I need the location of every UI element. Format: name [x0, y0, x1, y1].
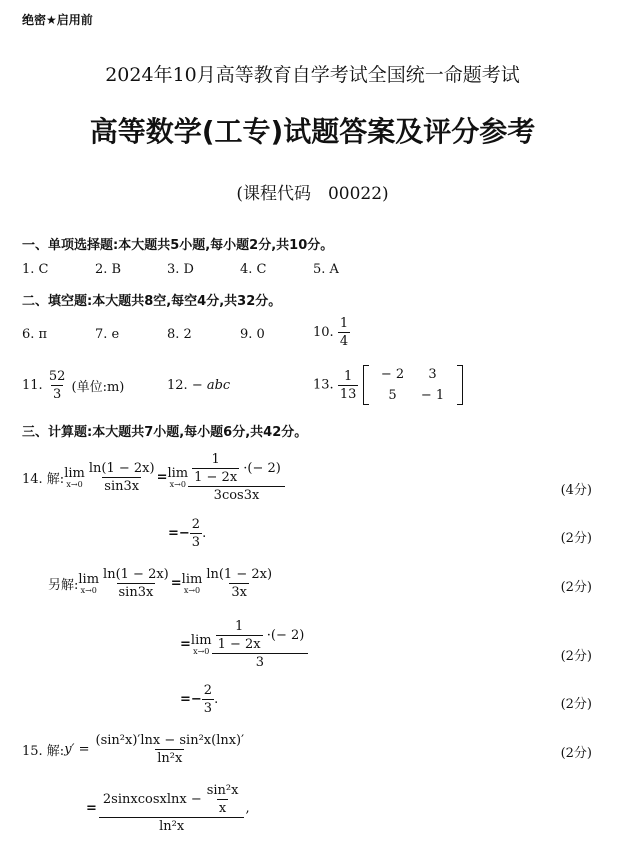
q14-alt-line1 — [48, 567, 274, 600]
q14-alt-line3 — [180, 683, 218, 716]
section1-heading: 一、单项选择题:本大题共5小题,每小题2分,共10分。 — [22, 238, 334, 253]
q14-l1-num: ln(1 − 2x) — [88, 461, 155, 476]
matrix-cell: 3 — [428, 367, 437, 382]
q15-den1: ln²x — [157, 751, 183, 766]
equals: = — [86, 801, 97, 816]
section3-heading: 三、计算题:本大题共7小题,每小题6分,共42分。 — [22, 425, 308, 440]
q14-l2-num: 2 — [191, 517, 201, 532]
lim-sub: x→0 — [80, 586, 97, 595]
lim-text: lim — [181, 572, 203, 587]
lim-text: lim — [190, 633, 212, 648]
alt2-times: ·(− 2) — [266, 628, 305, 643]
answer-11-num: 52 — [48, 369, 66, 384]
q15-num1: (sin²x)′lnx − sin²x(lnx)′ — [95, 733, 245, 748]
answer-5: 5. A — [313, 262, 339, 277]
alt-label: 另解: — [48, 578, 79, 593]
answer-1: 1. C — [22, 262, 49, 277]
page-title: 高等数学(工专)试题答案及评分参考 — [89, 115, 536, 148]
answer-13 — [313, 365, 463, 405]
answer-13-num: 1 — [343, 368, 353, 384]
lim-sub: x→0 — [169, 480, 186, 489]
equals-minus: =− — [180, 692, 202, 707]
answer-11-den: 3 — [52, 387, 62, 402]
period: . — [202, 526, 207, 541]
answer-10-den: 4 — [339, 334, 349, 349]
answer-6: 6. π — [22, 327, 48, 342]
score-3: (2分) — [560, 580, 592, 595]
matrix-cell: 5 — [388, 388, 397, 403]
alt-den2: 3x — [231, 585, 247, 600]
alt2-inner-num: 1 — [234, 619, 244, 634]
equals: = — [156, 470, 168, 485]
y-prime: y′ = — [64, 742, 90, 757]
lim-sub: x→0 — [193, 647, 210, 656]
lim-sub: x→0 — [66, 480, 83, 489]
lim-sub: x→0 — [183, 586, 201, 595]
score-1: (4分) — [560, 483, 592, 498]
answer-13-den: 13 — [339, 386, 357, 402]
q14-l1-den: sin3x — [104, 479, 140, 494]
q14-alt-line2 — [180, 619, 306, 670]
answer-10-num: 1 — [339, 316, 349, 331]
alt-den: sin3x — [118, 585, 154, 600]
answer-11-unit: (单位:m) — [71, 380, 125, 395]
q15-num2a: 2sinxcosxlnx − — [102, 792, 202, 807]
q14-inner-num: 1 — [211, 452, 220, 467]
equals: = — [170, 576, 182, 591]
q14-l1-den2: 3cos3x — [188, 486, 285, 503]
alt-num: ln(1 − 2x) — [103, 567, 169, 582]
answer-11-label: 11. — [22, 378, 43, 393]
alt3-den: 3 — [203, 701, 213, 716]
alt2-inner-den: 1 − 2x — [217, 637, 261, 652]
q15-den2: ln²x — [99, 817, 245, 834]
answer-3: 3. D — [167, 262, 194, 277]
answer-12-label: 12. — [167, 378, 188, 393]
answer-4: 4. C — [240, 262, 267, 277]
lim-text: lim — [64, 466, 85, 481]
q14-line2 — [168, 517, 206, 550]
alt2-den: 3 — [212, 653, 309, 670]
matrix-cell: − 1 — [420, 388, 445, 403]
q14-times: ·(− 2) — [243, 461, 281, 476]
score-2: (2分) — [560, 531, 592, 546]
answer-2: 2. B — [95, 262, 122, 277]
course-code: (课程代码 00022) — [236, 184, 389, 204]
answer-13-label: 13. — [313, 377, 334, 393]
alt3-num: 2 — [203, 683, 213, 698]
answer-9: 9. 0 — [240, 327, 265, 342]
alt-num2: ln(1 − 2x) — [206, 567, 273, 582]
score-6: (2分) — [560, 746, 592, 761]
answer-10 — [313, 316, 350, 349]
q14-line1 — [22, 452, 283, 503]
q14-label: 14. 解: — [22, 472, 65, 487]
q15-num2-frac-num: sin²x — [206, 783, 239, 798]
matrix-cell: − 2 — [380, 367, 405, 382]
secret-label: 绝密★启用前 — [22, 13, 93, 27]
answer-12-value: − abc — [191, 378, 231, 393]
period: . — [214, 692, 219, 707]
answer-8: 8. 2 — [167, 327, 192, 342]
exam-line: 2024年10月高等教育自学考试全国统一命题考试 — [105, 64, 520, 86]
q15-line2 — [86, 783, 250, 834]
q14-inner-den: 1 − 2x — [194, 470, 238, 485]
section2-heading: 二、填空题:本大题共8空,每空4分,共32分。 — [22, 294, 282, 309]
equals-minus: =− — [168, 526, 190, 541]
score-5: (2分) — [560, 697, 592, 712]
answer-13-matrix — [363, 365, 463, 405]
equals: = — [180, 637, 191, 652]
comma: , — [245, 801, 250, 816]
answer-12 — [167, 378, 230, 393]
lim-text: lim — [167, 466, 189, 481]
q14-l2-den: 3 — [191, 535, 201, 550]
lim-text: lim — [78, 572, 100, 587]
q15-num2-frac-den: x — [218, 801, 227, 816]
answer-10-label: 10. — [313, 325, 334, 340]
score-4: (2分) — [560, 649, 592, 664]
q15-line1 — [22, 733, 246, 766]
answer-11 — [22, 369, 124, 402]
answer-7: 7. e — [95, 327, 120, 342]
q15-label: 15. 解: — [22, 744, 65, 759]
